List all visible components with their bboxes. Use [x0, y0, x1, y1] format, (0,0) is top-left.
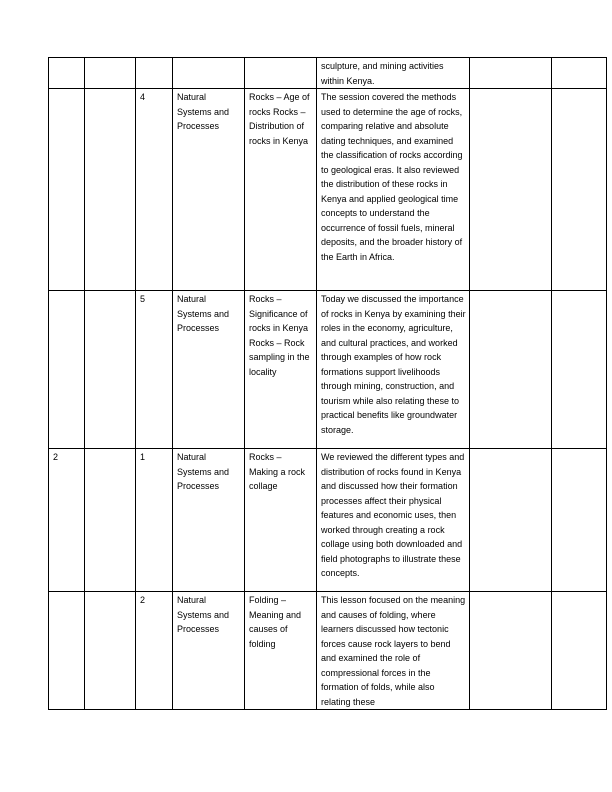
blank-cell [552, 291, 607, 449]
blank-cell [470, 58, 552, 89]
sub-strand-cell: Rocks – Making a rock collage [245, 449, 317, 592]
sub-strand-cell: Rocks – Significance of rocks in Kenya Rocks – Rock sampling in the locality [245, 291, 317, 449]
reflection-cell: We reviewed the different types and distribution of rocks found in Kenya and discussed how their formation processes affect their physical features and economic uses, then worked through creating a rock collage using both downloaded and field photographs to illustrate these concepts. [317, 449, 470, 592]
table-row [49, 89, 607, 291]
sub-strand-cell: Rocks – Age of rocks Rocks – Distribution of rocks in Kenya [245, 89, 317, 291]
lesson-table [48, 57, 607, 710]
week-cell [49, 89, 85, 291]
blank-cell [470, 449, 552, 592]
reflection-cell: sculpture, and mining activities within Kenya. [317, 58, 470, 89]
week-cell: 2 [49, 449, 85, 592]
blank-cell [85, 449, 136, 592]
strand-cell: Natural Systems and Processes [173, 449, 245, 592]
table-row [49, 291, 607, 449]
strand-cell [173, 58, 245, 89]
lesson-cell [136, 58, 173, 89]
blank-cell [85, 58, 136, 89]
blank-cell [552, 89, 607, 291]
reflection-cell: The session covered the methods used to determine the age of rocks, comparing relative and absolute dating techniques, and examined the classification of rocks according to geological eras. It also reviewed the distribution of these rocks in Kenya and applied geological time concepts to understand the occurrence of fossil fuels, mineral deposits, and the broader history of the Earth in Africa. [317, 89, 470, 291]
week-cell [49, 58, 85, 89]
sub-strand-cell: Folding – Meaning and causes of folding [245, 592, 317, 710]
blank-cell [552, 592, 607, 710]
reflection-cell: Today we discussed the importance of rocks in Kenya by examining their roles in the economy, agriculture, and cultural practices, and worked through examples of how rock formations support livelihoods through mining, construction, and tourism while also relating these to practical benefits like groundwater storage. [317, 291, 470, 449]
blank-cell [552, 449, 607, 592]
table-row [49, 592, 607, 710]
lesson-cell: 1 [136, 449, 173, 592]
blank-cell [470, 291, 552, 449]
strand-cell: Natural Systems and Processes [173, 89, 245, 291]
blank-cell [470, 89, 552, 291]
lesson-cell: 4 [136, 89, 173, 291]
table-row [49, 449, 607, 592]
week-cell [49, 291, 85, 449]
blank-cell [470, 592, 552, 710]
reflection-cell: This lesson focused on the meaning and causes of folding, where learners discussed how tectonic forces cause rock layers to bend and examined the role of compressional forces in the formation of folds, while also relating these [317, 592, 470, 710]
strand-cell: Natural Systems and Processes [173, 291, 245, 449]
blank-cell [85, 291, 136, 449]
lesson-cell: 5 [136, 291, 173, 449]
blank-cell [85, 592, 136, 710]
week-cell [49, 592, 85, 710]
blank-cell [552, 58, 607, 89]
lesson-cell: 2 [136, 592, 173, 710]
table-row [49, 58, 607, 89]
strand-cell: Natural Systems and Processes [173, 592, 245, 710]
sub-strand-cell [245, 58, 317, 89]
blank-cell [85, 89, 136, 291]
